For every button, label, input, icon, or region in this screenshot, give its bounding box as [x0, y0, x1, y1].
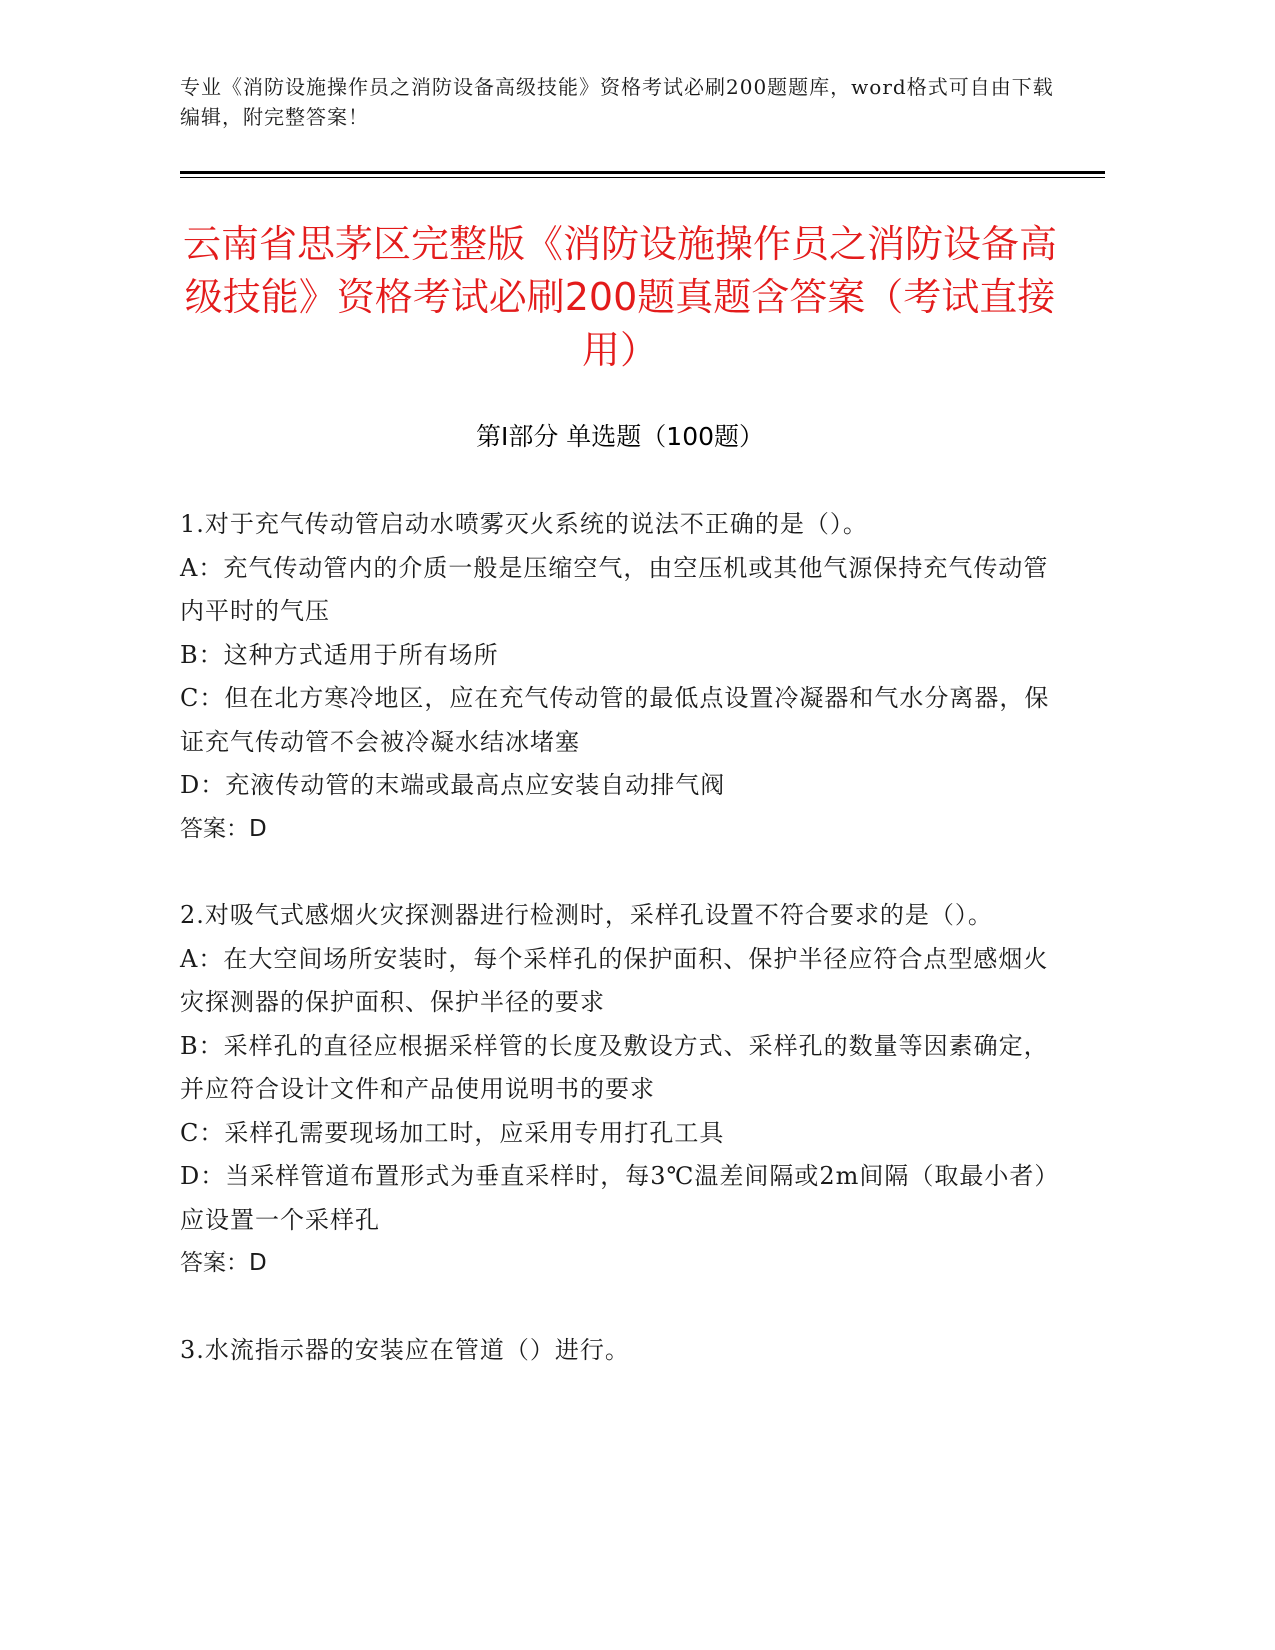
option-c: C：采样孔需要现场加工时，应采用专用打孔工具 [180, 1118, 725, 1147]
section-heading: 第Ⅰ部分 单选题（100题） [475, 422, 765, 451]
question-stem: 3.水流指示器的安装应在管道（）进行。 [180, 1335, 630, 1364]
option-c: C：但在北方寒冷地区，应在充气传动管的最低点设置冷凝器和气水分离器，保证充气传动管不会被冷凝水结冰堵塞 [180, 684, 1050, 756]
question-3 [180, 1329, 1060, 1373]
answer-label: 答案：D [180, 1250, 267, 1276]
header-divider-thin [180, 177, 1105, 178]
document-title: 云南省思茅区完整版《消防设施操作员之消防设备高级技能》资格考试必刷200题真题含答案（考试直接用） [182, 222, 1057, 372]
question-2 [180, 894, 1060, 1286]
option-d: D：当采样管道布置形式为垂直采样时，每3℃温差间隔或2m间隔（取最小者）应设置一个采样孔 [180, 1162, 1060, 1234]
question-1 [180, 503, 1060, 851]
header-note: 专业《消防设施操作员之消防设备高级技能》资格考试必刷200题题库，word格式可自由下载编辑，附完整答案！ [180, 75, 1054, 129]
question-stem: 2.对吸气式感烟火灾探测器进行检测时，采样孔设置不符合要求的是（）。 [180, 901, 993, 929]
question-list [180, 503, 1060, 1415]
question-stem: 1.对于充气传动管启动水喷雾灭火系统的说法不正确的是（）。 [180, 510, 868, 538]
header-divider-thick [180, 171, 1105, 174]
option-b: B：采样孔的直径应根据采样管的长度及敷设方式、采样孔的数量等因素确定，并应符合设计文件和产品使用说明书的要求 [180, 1031, 1049, 1103]
option-d: D：充液传动管的末端或最高点应安装自动排气阀 [180, 771, 726, 799]
option-a: A：在大空间场所安装时，每个采样孔的保护面积、保护半径应符合点型感烟火灾探测器的保护面积、保护半径的要求 [180, 944, 1049, 1016]
option-b: B：这种方式适用于所有场所 [180, 640, 499, 669]
answer-label: 答案：D [180, 815, 267, 842]
option-a: A：充气传动管内的介质一般是压缩空气，由空压机或其他气源保持充气传动管内平时的气压 [180, 553, 1049, 625]
